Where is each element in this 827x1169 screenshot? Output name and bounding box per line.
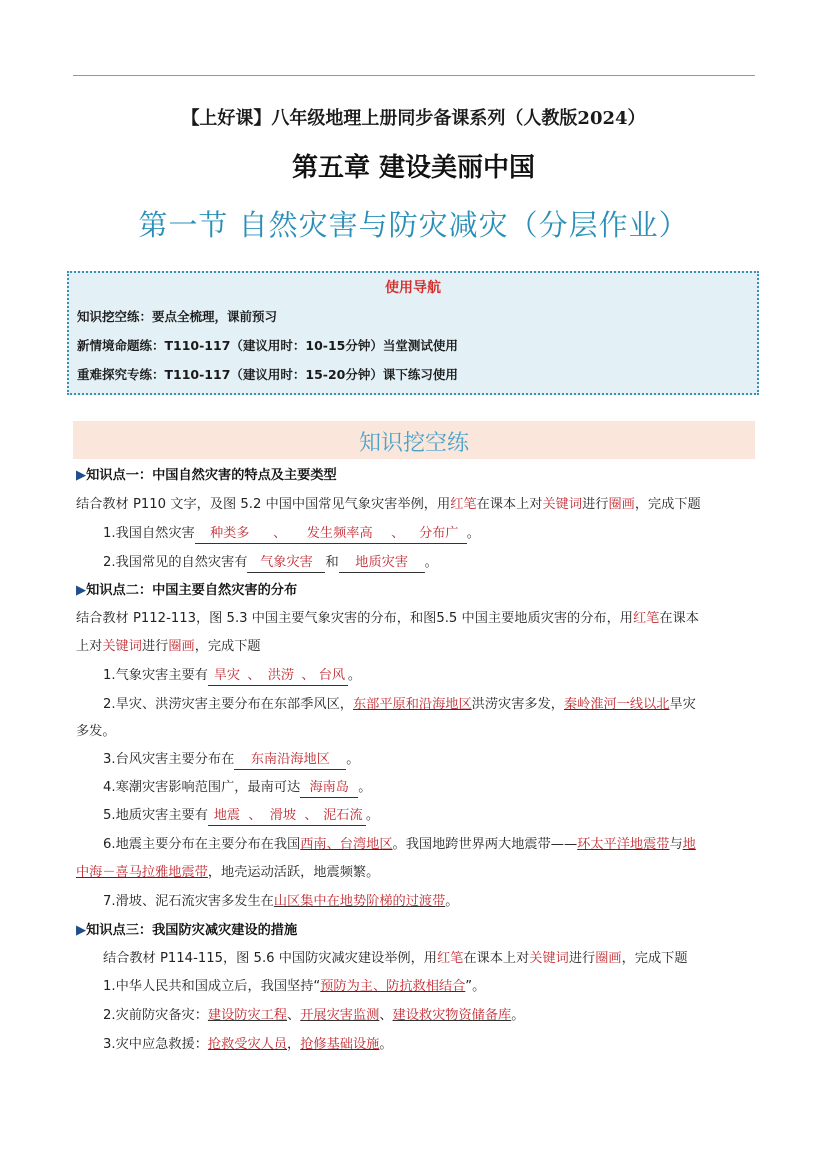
kp1-q1: 1.我国自然灾害 种类多 、 发生频率高 、 分布广 。 <box>103 525 480 544</box>
answer-blank: 分布广 <box>411 525 467 544</box>
answer-blank: 发生频率高 <box>295 525 385 544</box>
answer-blank: 地质灾害 <box>339 554 425 573</box>
kp2-intro-1: 结合教材 P112-113，图 5.3 中国主要气象灾害的分布，和图5.5 中国主要地质灾害的分布，用红笔在课本 <box>76 611 699 626</box>
kp1-heading: ▶知识点一：中国自然灾害的特点及主要类型 <box>76 468 337 483</box>
top-rule <box>73 75 755 76</box>
kp2-q4: 4.寒潮灾害影响范围广，最南可达 海南岛 。 <box>103 779 371 798</box>
usage-guide-box <box>67 271 759 395</box>
answer-blank: 洪涝 <box>262 667 300 686</box>
usage-guide-line-3: 重难探究专练：T110-117（建议用时：15-20分钟）课下练习使用 <box>77 367 458 382</box>
kp1-intro: 结合教材 P110 文字，及图 5.2 中国中国常见气象灾害举例，用红笔在课本上对关键词进行圈画，完成下题 <box>76 497 701 512</box>
kp3-q3: 3.灾中应急救援：抢救受灾人员，抢修基础设施。 <box>103 1037 393 1052</box>
answer-text: 中海－喜马拉雅地震带 <box>76 865 208 880</box>
kp2-q2: 2.旱灾、洪涝灾害主要分布在东部季风区，东部平原和沿海地区洪涝灾害多发，秦岭淮河一线以北旱灾 <box>103 697 696 712</box>
usage-guide-title: 使用导航 <box>385 280 441 296</box>
kp3-heading: ▶知识点三：我国防灾减灾建设的措施 <box>76 923 298 938</box>
answer-text: 预防为主、防抗救相结合 <box>320 979 466 994</box>
answer-blank: 海南岛 <box>300 779 358 798</box>
kp3-q1: 1.中华人民共和国成立后，我国坚持“预防为主、防抗救相结合”。 <box>103 979 486 994</box>
answer-text: 山区集中在地势阶梯的过渡带 <box>273 894 446 909</box>
usage-guide-line-1: 知识挖空练：要点全梳理，课前预习 <box>77 309 278 324</box>
section-band-title: 知识挖空练 <box>358 431 469 456</box>
answer-blank: 泥石流 <box>320 807 366 826</box>
answer-text: 地 <box>682 837 696 852</box>
answer-text: 抢救受灾人员 <box>207 1037 288 1052</box>
answer-blank: 旱灾 <box>208 667 246 686</box>
kp3-intro: 结合教材 P114-115，图 5.6 中国防灾减灾建设举例，用红笔在课本上对关键词进行圈画，完成下题 <box>103 951 688 966</box>
kp2-q3: 3.台风灾害主要分布在 东南沿海地区 。 <box>103 751 359 770</box>
kp2-q2-cont: 多发。 <box>76 724 116 739</box>
series-title: 【上好课】八年级地理上册同步备课系列（人教版2024） <box>181 108 646 129</box>
answer-blank: 滑坡 <box>264 807 302 826</box>
triangle-bullet-icon: ▶ <box>76 923 87 938</box>
kp2-heading: ▶知识点二：中国主要自然灾害的分布 <box>76 583 298 598</box>
kp1-q2: 2.我国常见的自然灾害有 气象灾害 和 地质灾害 。 <box>103 554 438 573</box>
answer-blank: 地震 <box>208 807 246 826</box>
answer-text: 抢修基础设施 <box>300 1037 380 1052</box>
answer-text: 建设救灾物资储备库 <box>392 1008 512 1023</box>
chapter-title: 第五章 建设美丽中国 <box>291 153 536 183</box>
answer-text: 西南、台湾地区 <box>300 837 393 852</box>
section-band <box>73 421 755 459</box>
answer-blank: 气象灾害 <box>247 554 325 573</box>
kp2-q6-cont: 中海－喜马拉雅地震带，地壳运动活跃，地震频繁。 <box>76 865 380 880</box>
answer-text: 东部平原和沿海地区 <box>352 697 472 712</box>
section-title: 第一节 自然灾害与防灾减灾（分层作业） <box>138 208 689 242</box>
answer-text: 秦岭淮河一线以北 <box>563 697 670 712</box>
answer-text: 环太平洋地震带 <box>577 837 670 852</box>
kp2-q1: 1.气象灾害主要有 旱灾 、 洪涝 、 台风 。 <box>103 667 361 686</box>
kp3-q2: 2.灾前防灾备灾：建设防灾工程、开展灾害监测、建设救灾物资储备库。 <box>103 1008 525 1023</box>
kp2-q6: 6.地震主要分布在主要分布在我国西南、台湾地区。我国地跨世界两大地震带——环太平洋地震带与地 <box>103 837 696 852</box>
kp2-q7: 7.滑坡、泥石流灾害多发生在山区集中在地势阶梯的过渡带。 <box>103 894 459 909</box>
kp2-intro-2: 上对关键词进行圈画，完成下题 <box>76 639 261 654</box>
triangle-bullet-icon: ▶ <box>76 468 87 483</box>
answer-blank: 种类多 <box>195 525 265 544</box>
triangle-bullet-icon: ▶ <box>76 583 87 598</box>
kp2-q5: 5.地质灾害主要有 地震 、 滑坡 、 泥石流 。 <box>103 807 379 826</box>
usage-guide-line-2: 新情境命题练：T110-117（建议用时：10-15分钟）当堂测试使用 <box>77 338 458 353</box>
answer-text: 开展灾害监测 <box>300 1008 380 1023</box>
answer-blank: 东南沿海地区 <box>234 751 346 770</box>
answer-blank: 台风 <box>316 667 348 686</box>
answer-text: 建设防灾工程 <box>207 1008 288 1023</box>
